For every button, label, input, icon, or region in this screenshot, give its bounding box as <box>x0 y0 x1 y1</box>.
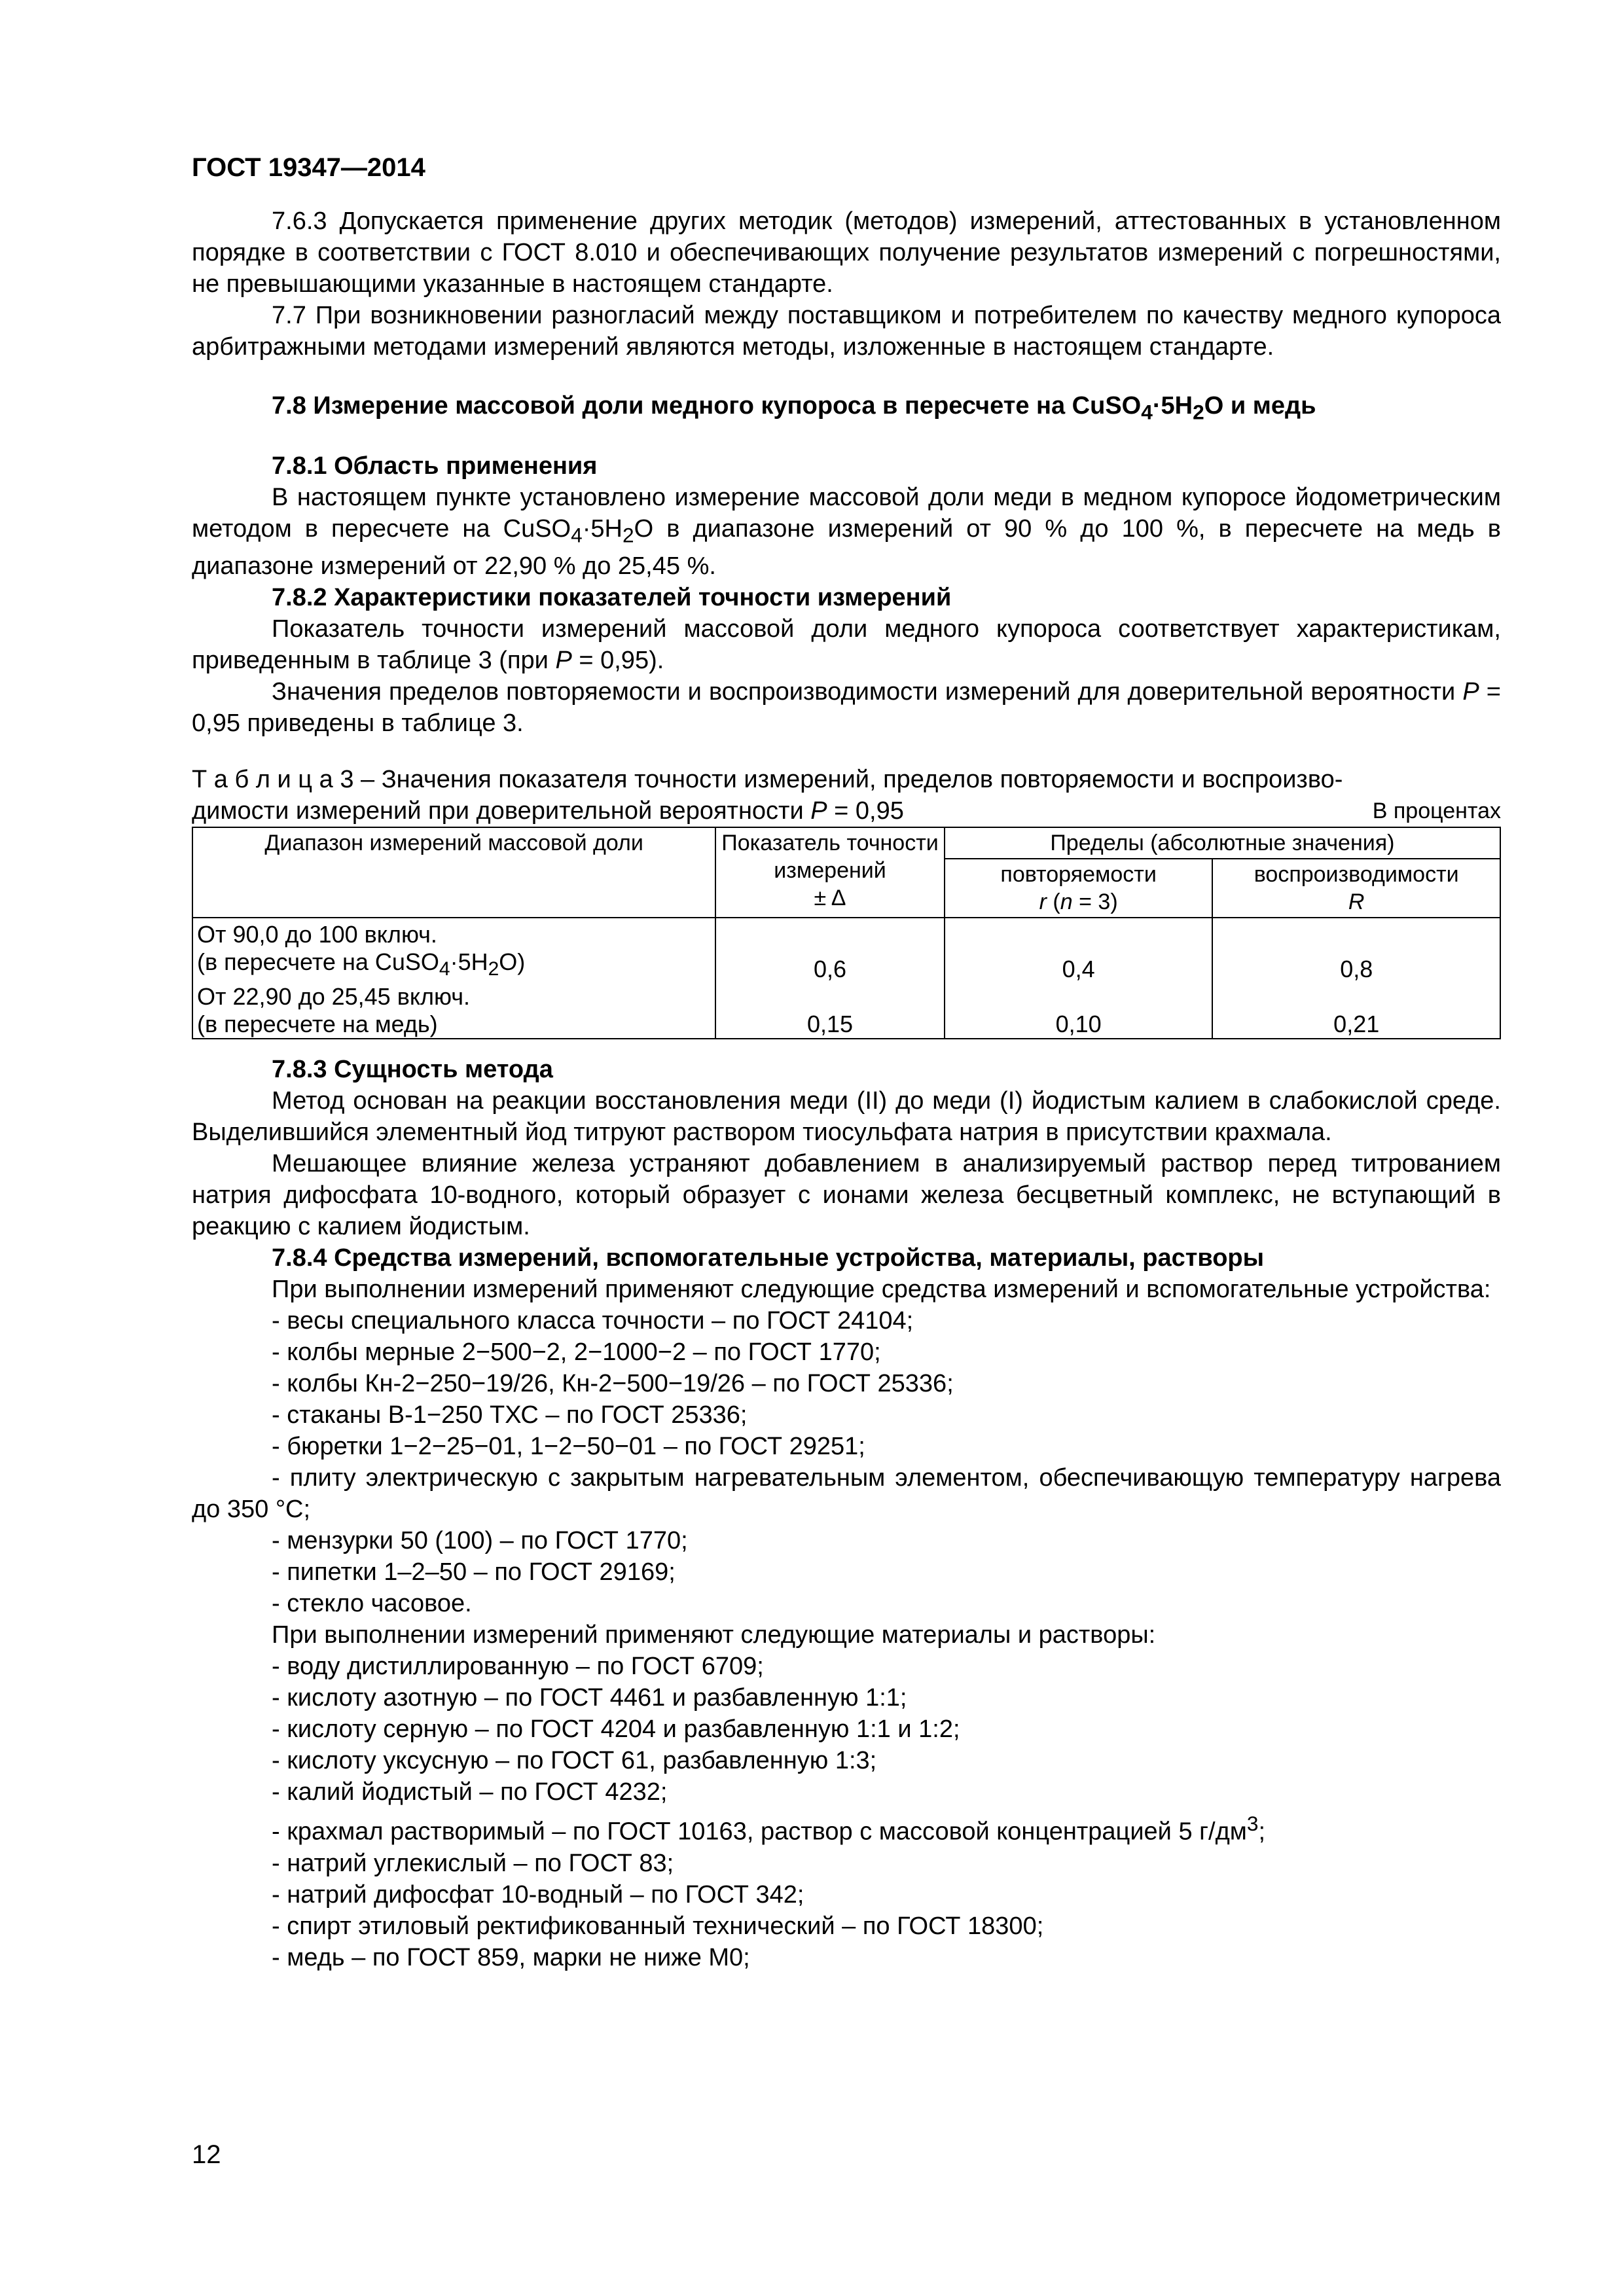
list-item: - калий йодистый – по ГОСТ 4232; <box>272 1778 668 1806</box>
section-7-8-2-text-2: Значения пределов повторяемости и воспроизводимости измерений для доверительной вероятности P = 0,95 приведены в таблице 3. <box>192 678 1502 738</box>
section-7-8-2-title: 7.8.2 Характеристики показателей точности измерений <box>272 584 952 612</box>
header-limits: Пределы (абсолютные значения) <box>945 827 1500 859</box>
list-item: - кислоту уксусную – по ГОСТ 61, разбавленную 1:3; <box>272 1747 877 1775</box>
page-content <box>192 152 1501 1973</box>
list-item: - натрий углекислый – по ГОСТ 83; <box>272 1850 674 1878</box>
cell-repeatability: 0,4 <box>945 918 1213 983</box>
section-7-8-title: 7.8 Измерение массовой доли медного купороса в пересчете на $CuSO_4\cdot 5H_2O$ и медь <box>272 392 1316 424</box>
list-item: - стаканы В-1−250 ТХС – по ГОСТ 25336; <box>272 1401 748 1429</box>
list-item: - бюретки 1−2−25−01, 1−2−50−01 – по ГОСТ 29251; <box>272 1433 865 1461</box>
header-range: Диапазон измерений массовой доли <box>192 827 715 918</box>
equipment-intro: При выполнении измерений применяют следующие средства измерений и вспомогательные устройства: <box>272 1276 1491 1304</box>
table-units: В процентах <box>1372 798 1501 824</box>
materials-intro: При выполнении измерений применяют следующие материалы и растворы: <box>272 1621 1156 1649</box>
section-7-8-1-title: 7.8.1 Область применения <box>272 452 598 480</box>
section-7-8-3-title: 7.8.3 Сущность метода <box>272 1056 553 1084</box>
list-item: - воду дистиллированную – по ГОСТ 6709; <box>272 1653 764 1681</box>
list-item: - медь – по ГОСТ 859, марки не ниже М0; <box>272 1944 750 1972</box>
paragraph-7-7: 7.7 При возникновении разногласий между поставщиком и потребителем по качеству медного купороса арбитражными методами измерений являются методы, изложенные в настоящем стандарте. <box>192 302 1501 361</box>
list-item: - колбы мерные 2−500−2, 2−1000−2 – по ГОСТ 1770; <box>272 1338 881 1367</box>
list-item: - весы специального класса точности – по ГОСТ 24104; <box>272 1307 914 1335</box>
list-item: - стекло часовое. <box>272 1590 472 1618</box>
section-7-8-2-text-1: Показатель точности измерений массовой доли медного купороса соответствует характеристикам, приведенным в таблице 3 (при P = 0,95). <box>192 615 1501 675</box>
header-repeatability: повторяемости r (n = 3) <box>945 859 1213 918</box>
list-item: - мензурки 50 (100) – по ГОСТ 1770; <box>272 1527 688 1555</box>
table-header-row-1 <box>192 827 1500 859</box>
list-item: - пипетки 1–2–50 – по ГОСТ 29169; <box>272 1558 676 1587</box>
cell-accuracy: 0,6 <box>715 918 945 983</box>
section-7-8-3-text-2: Мешающее влияние железа устраняют добавлением в анализируемый раствор перед титрованием натрия дифосфата 10-водного, который образует с ионами железа бесцветный комплекс, не вступающий в реакцию с калием йодистым. <box>192 1150 1501 1241</box>
section-7-8-1-text: В настоящем пункте установлено измерение массовой доли меди в медном купоросе йодометрическим методом в пересчете на $CuSO_4\cdot 5H_2O$ в диапазоне измерений от 90 % до 100 %, в пересчете на медь в диапазоне измерений от 22,90 % до 25,45 %. <box>192 483 1501 581</box>
cell-accuracy: 0,15 <box>715 983 945 1039</box>
section-7-8-4-title: 7.8.4 Средства измерений, вспомогательные устройства, материалы, растворы <box>272 1244 1265 1272</box>
paragraph-7-6-3: 7.6.3 Допускается применение других методик (методов) измерений, аттестованных в установленном порядке в соответствии с ГОСТ 8.010 и обеспечивающих получение результатов измерений с погрешностями, не превышающими указанные в настоящем стандарте. <box>192 207 1501 298</box>
table-row <box>192 983 1500 1039</box>
cell-reproducibility: 0,21 <box>1212 983 1500 1039</box>
list-item: - кислоту азотную – по ГОСТ 4461 и разбавленную 1:1; <box>272 1684 907 1712</box>
cell-range: От 22,90 до 25,45 включ. (в пересчете на медь) <box>192 983 715 1039</box>
cell-reproducibility: 0,8 <box>1212 918 1500 983</box>
caption-line-2: димости измерений при доверительной вероятности P = 0,95 В процентах <box>192 795 1501 827</box>
caption-line-1: Т а б л и ц а 3 – Значения показателя точности измерений, пределов повторяемости и воспроизво- <box>192 766 1343 794</box>
list-item: - кислоту серную – по ГОСТ 4204 и разбавленную 1:1 и 1:2; <box>272 1715 960 1744</box>
list-item: - спирт этиловый ректификованный технический – по ГОСТ 18300; <box>272 1912 1044 1941</box>
section-7-8-3-text-1: Метод основан на реакции восстановления меди (II) до меди (I) йодистым калием в слабокислой среде. Выделившийся элементный йод титруют раствором тиосульфата натрия в присутствии крахмала. <box>192 1087 1501 1147</box>
header-reproducibility: воспроизводимости R <box>1212 859 1500 918</box>
list-item: - крахмал растворимый – по ГОСТ 10163, раствор с массовой концентрацией 5 $г/дм^3$; <box>272 1812 1266 1846</box>
list-item: - плиту электрическую с закрытым нагревательным элементом, обеспечивающую температуру нагрева до 350 °С; <box>192 1464 1501 1524</box>
list-item: - колбы Кн-2−250−19/26, Кн-2−500−19/26 – по ГОСТ 25336; <box>272 1370 954 1398</box>
header-accuracy: Показатель точности измерений ± Δ <box>715 827 945 918</box>
cell-repeatability: 0,10 <box>945 983 1213 1039</box>
page-number: 12 <box>192 2140 221 2169</box>
table-3 <box>192 827 1501 1039</box>
document-header: ГОСТ 19347—2014 <box>192 153 425 182</box>
table-3-caption <box>192 764 1501 827</box>
cell-range: От 90,0 до 100 включ. (в пересчете на $CuSO_4\cdot 5H_2O$) <box>192 918 715 983</box>
table-row <box>192 918 1500 983</box>
list-item: - натрий дифосфат 10-водный – по ГОСТ 342; <box>272 1881 804 1909</box>
